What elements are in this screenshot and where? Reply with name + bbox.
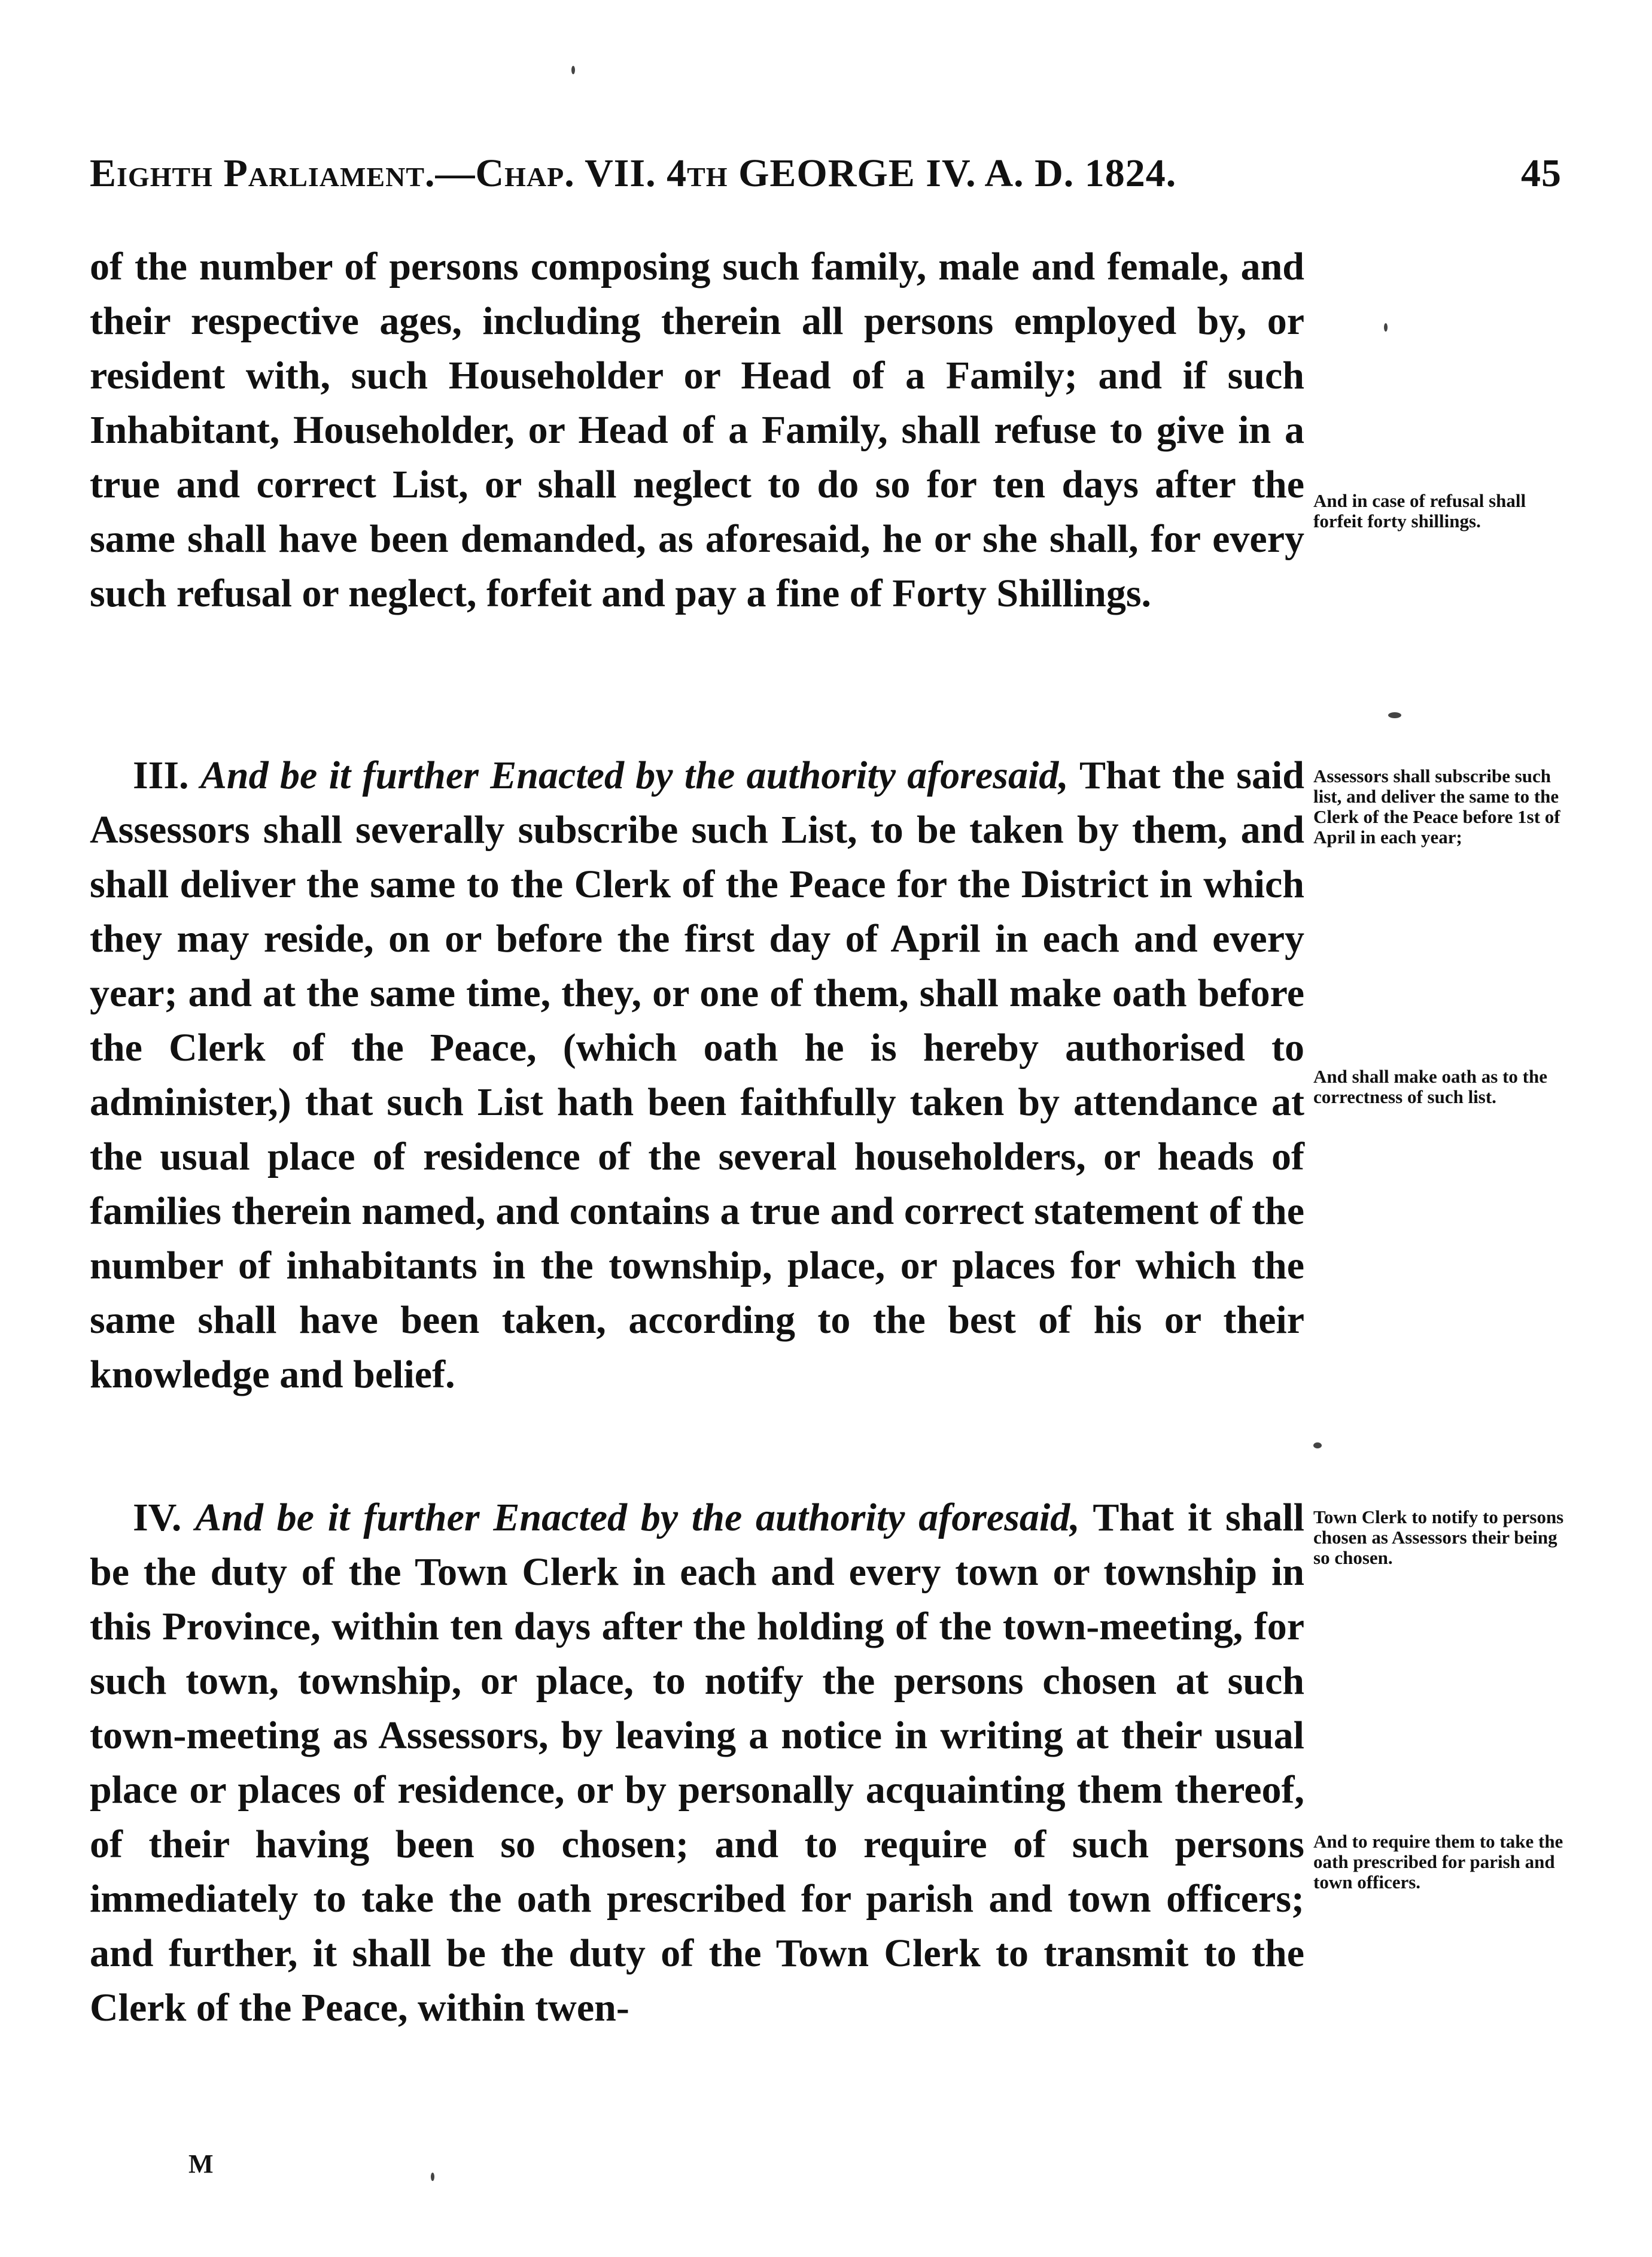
section-iii [90,748,1304,1402]
section-text: That it shall be the duty of the Town Clerk in each and every town or township in this Province, within ten days after the holding of the town-meeting, for such town, township, or place, to notify the persons chosen at such town-meeting as Assessors, by leaving a notice in writing at their usual place or places of residence, or by personally acquainting them thereof, of their having been so chosen; and to require of such persons immediately to take the oath prescribed for parish and town officers; and further, it shall be the duty of the Town Clerk to transmit to the Clerk of the Peace, within twen- [90,1496,1305,2030]
ink-speck [1384,323,1388,332]
section-iv [90,1490,1304,2035]
margin-note: Assessors shall subscribe such list, and deliver the same to the Clerk of the Peace before 1st of April in each year; [1313,766,1560,847]
paragraph-continuation [90,239,1304,621]
signature-mark: M [188,2149,214,2179]
ink-speck [431,2173,434,2181]
section-text: That the said Assessors shall severally subscribe such List, to be taken by them, and shall deliver the same to the Clerk of the Peace for the District in which they may reside, on or before the first day of April in each and every year; and at the same time, they, or one of them, shall make oath before the Clerk of the Peace, (which oath he is hereby authorised to administer,) that such List hath been faithfully taken by attendance at the usual place of residence of the several householders, or heads of families therein named, and contains a true and correct statement of the number of inhabitants in the township, place, or places for which the same shall have been taken, according to the best of his or their knowledge and belief. [90,754,1305,1396]
paragraph-text: of the number of persons composing such family, male and female, and their respective ages, including therein all persons employed by, or resident with, such Householder or Head of a Family; and if such Inhabitant, Householder, or Head of a Family, shall refuse to give in a true and correct List, or shall neglect to do so for ten days after the same shall have been demanded, as aforesaid, he or she shall, for every such refusal or neglect, forfeit and pay a fine of Forty Shillings. [90,245,1304,615]
running-header [90,151,1562,196]
margin-note: And in case of refusal shall forfeit forty shillings. [1313,490,1526,531]
enacting-clause: And be it further Enacted by the authority aforesaid, [195,1496,1080,1539]
margin-note: And shall make oath as to the correctness of such list. [1313,1066,1547,1107]
enacting-clause: And be it further Enacted by the authority aforesaid, [200,754,1069,797]
page-number: 45 [1521,151,1562,195]
ink-speck [571,66,575,74]
section-number: IV. [133,1496,182,1539]
ink-speck [1313,1442,1322,1448]
margin-note: And to require them to take the oath prescribed for parish and town officers. [1313,1831,1563,1893]
section-number: III. [133,754,189,797]
running-title: Eighth Parliament.—Chap. VII. 4th GEORGE IV. A. D. 1824. [90,151,1177,195]
margin-note: Town Clerk to notify to persons chosen as Assessors their being so chosen. [1313,1506,1564,1568]
ink-speck [1388,712,1401,718]
